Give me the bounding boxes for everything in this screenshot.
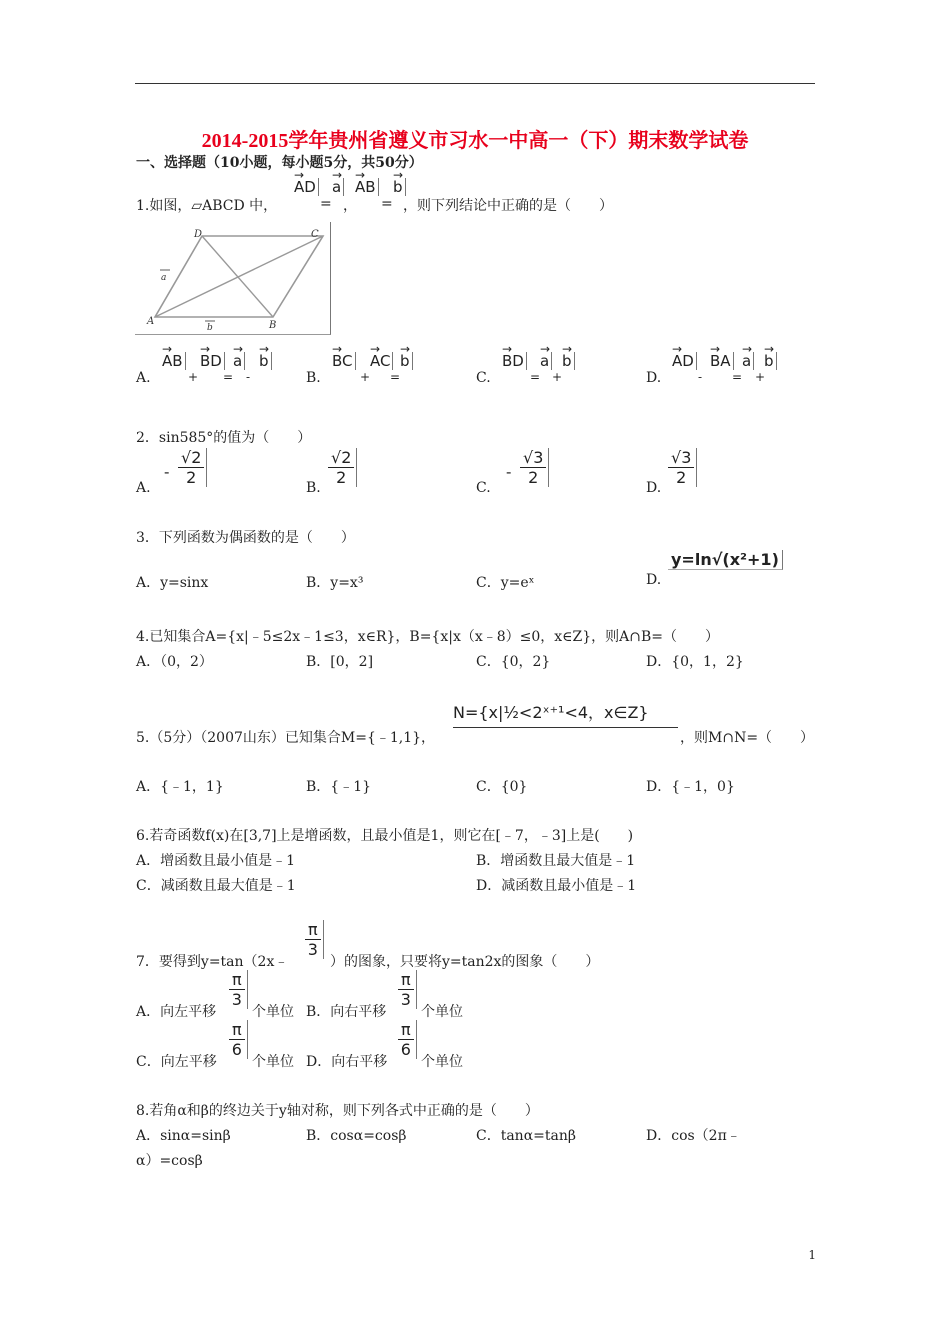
- q7-option-C: C．向左平移: [136, 1054, 217, 1070]
- q2-C-numerator: √3: [520, 448, 546, 468]
- q4-option-A: A．（0，2）: [136, 654, 213, 670]
- q1-B-vec-3: → b: [398, 352, 413, 370]
- q7-stem-fraction: [305, 920, 324, 959]
- q1-D-op-2: =: [732, 370, 743, 384]
- label-vector-b: b: [207, 323, 213, 333]
- q2-C-fraction: [520, 448, 549, 487]
- parallelogram-figure: [135, 222, 331, 335]
- q7-B-fraction: [398, 970, 417, 1009]
- q7-A-fraction: [229, 970, 248, 1009]
- q5-set-N-formula: N={x|½<2ˣ⁺¹<4，x∈Z}: [453, 700, 678, 728]
- q8-option-D: D．cos（2π﹣: [646, 1128, 741, 1144]
- q1-B-vec-1: → BC: [330, 352, 356, 370]
- q8-option-D-cont: α）=cosβ: [136, 1153, 203, 1169]
- q1-option-C: C.: [476, 370, 491, 386]
- q2-D-numerator: √3: [668, 448, 694, 468]
- q1-D-vec-3: → a: [740, 352, 754, 370]
- page-number: 1: [808, 1248, 816, 1262]
- q4-option-C: C．{0，2}: [476, 654, 551, 670]
- q1-A-op-2: =: [223, 370, 234, 384]
- q7-option-A: A．向左平移: [136, 1004, 217, 1020]
- q7-C-den: 6: [231, 1040, 242, 1059]
- q5-option-D: D．{﹣1，0}: [646, 779, 735, 795]
- q1-stem-b: ，则下列结论中正确的是（ ）: [403, 198, 613, 214]
- q7-D-fraction: [398, 1020, 417, 1059]
- q2-option-C: C.: [476, 480, 491, 496]
- q2-option-D: D.: [646, 480, 662, 496]
- q7-option-B: B．向右平移: [306, 1004, 387, 1020]
- q1-D-vec-4: → b: [762, 352, 777, 370]
- q1-C-vec-3: → b: [560, 352, 575, 370]
- q1-C-op-1: =: [530, 370, 541, 384]
- q1-eq2: =: [381, 196, 393, 212]
- q3-option-D: D.: [646, 572, 662, 588]
- q7-C-pi: π: [229, 1020, 245, 1040]
- q5-option-C: C．{0}: [476, 779, 528, 795]
- q1-vector-b: → b: [391, 178, 406, 196]
- q7-B-den: 3: [400, 990, 411, 1009]
- q4-option-D: D．{0，1，2}: [646, 654, 744, 670]
- q8-stem: 8.若角α和β的终边关于y轴对称，则下列各式中正确的是（ ）: [136, 1103, 539, 1119]
- q7-A-pi: π: [229, 970, 245, 990]
- q1-C-op-2: +: [552, 370, 563, 384]
- q7-D-den: 6: [400, 1040, 411, 1059]
- q1-D-op-1: -: [698, 370, 703, 384]
- header-rule: [135, 83, 815, 84]
- q7-stem-a: 7．要得到y=tan（2x﹣: [136, 954, 289, 970]
- q2-option-A: A.: [136, 480, 151, 496]
- q1-A-op-1: +: [188, 370, 199, 384]
- q7-D-pi: π: [398, 1020, 414, 1040]
- q7-B-pi: π: [398, 970, 414, 990]
- q1-comma: ，: [343, 198, 357, 214]
- q4-stem: 4.已知集合A={x|﹣5≤2x﹣1≤3，x∈R}，B={x|x（x﹣8）≤0，x∈Z}，则A∩B=（ ）: [136, 629, 720, 645]
- q2-A-denominator: 2: [186, 468, 197, 487]
- q2-D-denominator: 2: [676, 468, 687, 487]
- q5-option-A: A．{﹣1，1}: [136, 779, 224, 795]
- q3-option-A: A．y=sinx: [136, 575, 209, 591]
- q7-C-fraction: [229, 1020, 248, 1059]
- q1-C-vec-2: → a: [538, 352, 552, 370]
- q7-A-den: 3: [231, 990, 242, 1009]
- q5-stem-a: 5.（5分）（2007山东）已知集合M={﹣1,1}，: [136, 730, 436, 746]
- section-heading: 一、选择题（10小题，每小题5分，共50分）: [136, 155, 423, 171]
- q1-B-vec-2: → AC: [368, 352, 393, 370]
- q8-option-A: A．sinα=sinβ: [136, 1128, 231, 1144]
- q6-option-C: C．减函数且最大值是﹣1: [136, 878, 296, 894]
- q1-eq1: =: [320, 196, 332, 212]
- q7-stem-b: ）的图象，只要将y=tan2x的图象（ ）: [330, 954, 600, 970]
- label-D: D: [194, 229, 203, 240]
- q1-option-A: A.: [136, 370, 151, 386]
- q5-stem-b: ，则M∩N=（ ）: [680, 730, 815, 746]
- q1-B-op-1: +: [360, 370, 371, 384]
- q1-A-vec-2: → BD: [198, 352, 225, 370]
- q1-stem-a: 1.如图，▱ABCD 中，: [136, 198, 278, 214]
- q6-stem: 6.若奇函数f(x)在[3,7]上是增函数，且最小值是1，则它在[﹣7，﹣3]上是( ): [136, 828, 634, 844]
- q5-option-B: B．{﹣1}: [306, 779, 372, 795]
- q7-option-D: D．向右平移: [306, 1054, 388, 1070]
- exam-title: 2014-2015学年贵州省遵义市习水一中高一（下）期末数学试卷: [201, 130, 749, 152]
- q8-option-B: B．cosα=cosβ: [306, 1128, 407, 1144]
- q2-B-denominator: 2: [336, 468, 347, 487]
- q1-vector-AD: → AD: [292, 178, 319, 196]
- q4-option-B: B．[0，2]: [306, 654, 374, 670]
- q6-option-A: A．增函数且最小值是﹣1: [136, 853, 296, 869]
- q1-D-vec-1: → AD: [670, 352, 697, 370]
- q2-A-fraction: [178, 448, 207, 487]
- q1-vector-AB: → AB: [353, 178, 379, 196]
- q7-option-B-unit: 个单位: [421, 1004, 463, 1020]
- q1-B-op-2: =: [390, 370, 401, 384]
- q3-option-C: C．y=eˣ: [476, 575, 535, 591]
- q2-A-numerator: √2: [178, 448, 204, 468]
- q2-B-numerator: √2: [328, 448, 354, 468]
- q2-D-fraction: [668, 448, 697, 487]
- q1-D-vec-2: → BA: [708, 352, 734, 370]
- label-C: C: [311, 229, 319, 240]
- q7-stem-pi: π: [305, 920, 321, 940]
- q1-A-vec-3: → a: [231, 352, 245, 370]
- q1-C-vec-1: → BD: [500, 352, 527, 370]
- q2-C-sign: -: [506, 462, 512, 481]
- label-vector-a: a: [161, 273, 167, 283]
- q2-C-denominator: 2: [528, 468, 539, 487]
- q1-D-op-3: +: [755, 370, 766, 384]
- q7-option-D-unit: 个单位: [421, 1054, 463, 1070]
- q3-stem: 3．下列函数为偶函数的是（ ）: [136, 530, 355, 546]
- q6-option-D: D．减函数且最小值是﹣1: [476, 878, 637, 894]
- q1-option-D: D.: [646, 370, 662, 386]
- label-A: A: [147, 316, 155, 327]
- q2-B-fraction: [328, 448, 357, 487]
- q3-D-formula: y=ln√(x²+1): [668, 550, 783, 570]
- q7-option-A-unit: 个单位: [252, 1004, 294, 1020]
- q2-option-B: B.: [306, 480, 321, 496]
- parallelogram-diagram: [135, 222, 330, 334]
- q8-option-C: C．tanα=tanβ: [476, 1128, 576, 1144]
- q2-A-sign: -: [164, 462, 170, 481]
- q1-vector-a: → a: [330, 178, 344, 196]
- q3-option-B: B．y=x³: [306, 575, 364, 591]
- q1-option-B: B.: [306, 370, 321, 386]
- q1-A-op-3: -: [246, 370, 251, 384]
- q1-A-vec-4: → b: [257, 352, 272, 370]
- label-B: B: [269, 320, 277, 331]
- q7-stem-den: 3: [307, 940, 318, 959]
- q6-option-B: B．增函数且最大值是﹣1: [476, 853, 636, 869]
- q7-option-C-unit: 个单位: [252, 1054, 294, 1070]
- q1-A-vec-1: → AB: [160, 352, 186, 370]
- q2-stem: 2．sin585°的值为（ ）: [136, 430, 312, 446]
